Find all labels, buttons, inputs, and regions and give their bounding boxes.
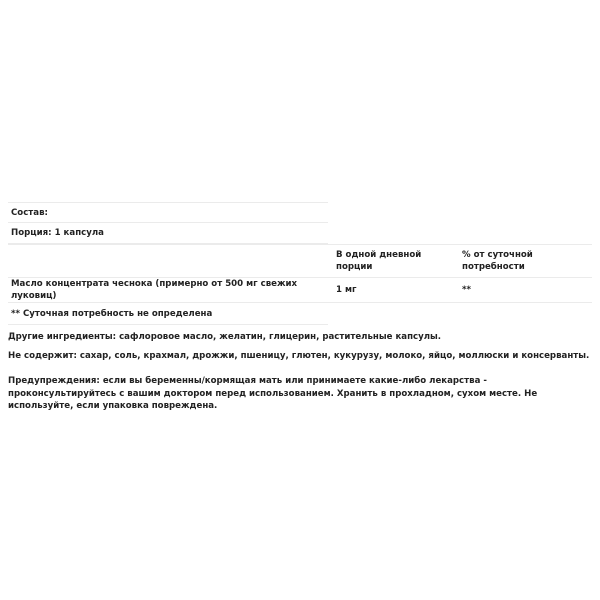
- supplement-facts-table: [8, 244, 592, 303]
- footnote: ** Суточная потребность не определена: [8, 303, 328, 325]
- header-daily-value-text: % от суточной потребности: [462, 250, 533, 272]
- table-row: [8, 278, 592, 303]
- table-header-row: [8, 245, 592, 278]
- ingredient-daily-value: **: [459, 278, 592, 303]
- header-per-serving: В одной дневной порции: [333, 245, 459, 278]
- header-ingredient: [8, 245, 333, 278]
- warnings: Предупреждения: если вы беременны/кормящая мать или принимаете какие-либо лекарства - проконсультируйтесь с вашим доктором перед использованием. Хранить в прохладном, сухом месте. Не используйте, если упаковка повреждена.: [8, 376, 538, 411]
- supplement-facts-panel: [8, 202, 592, 325]
- other-ingredients: Другие ингредиенты: сафлоровое масло, желатин, глицерин, растительные капсулы.: [8, 332, 442, 342]
- header-daily-value: [459, 245, 592, 278]
- ingredient-name: Масло концентрата чеснока (примерно от 500 мг свежих луковиц): [8, 278, 333, 303]
- ingredient-amount: 1 мг: [333, 278, 459, 303]
- composition-label: Состав:: [8, 202, 328, 222]
- serving-size-label: Порция: 1 капсула: [8, 222, 328, 244]
- does-not-contain: Не содержит: сахар, соль, крахмал, дрожжи, пшеницу, глютен, кукурузу, молоко, яйцо, моллюски и консерванты.: [8, 351, 590, 361]
